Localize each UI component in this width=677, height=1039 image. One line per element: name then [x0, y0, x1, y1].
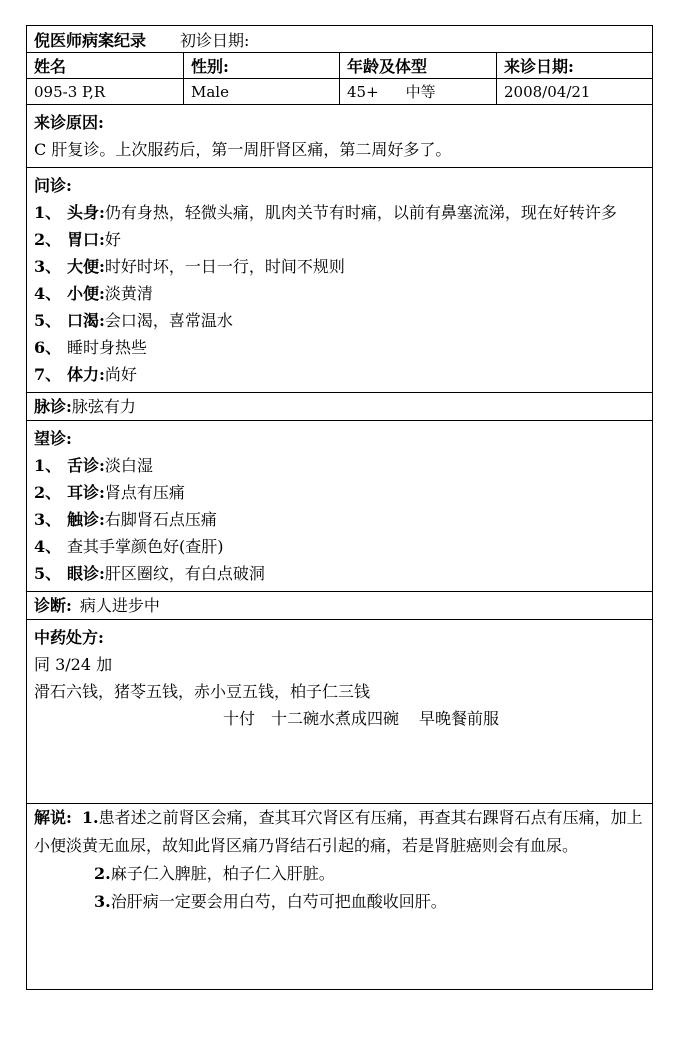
name-header: 姓名: [27, 53, 184, 78]
observation-item-text: 淡白湿: [104, 456, 153, 475]
explanation-paragraph-1: [34, 804, 645, 860]
inquiry-item-text: 好: [104, 230, 121, 249]
observation-section: [27, 421, 652, 592]
prescription-label: 中药处方:: [34, 628, 104, 647]
inquiry-item: [34, 280, 645, 307]
observation-item-num: 1、: [34, 456, 62, 475]
inquiry-item: [34, 253, 645, 280]
inquiry-item-num: 4、: [34, 284, 62, 303]
explanation-text: 治肝病一定要会用白芍，白芍可把血酸收回肝。: [110, 892, 447, 911]
observation-item: [34, 452, 645, 479]
observation-item-num: 2、: [34, 483, 62, 502]
explanation-num: 1.: [81, 808, 99, 827]
inquiry-item-num: 6、: [34, 338, 62, 357]
explanation-text: 麻子仁入脾脏，柏子仁入肝脏。: [110, 864, 335, 883]
explanation-section: [27, 804, 652, 989]
inquiry-item-num: 3、: [34, 257, 62, 276]
observation-item-text: 右脚肾石点压痛: [104, 510, 217, 529]
observation-item-num: 4、: [34, 537, 62, 556]
patient-table-values: [27, 79, 652, 105]
prescription-section: [27, 620, 652, 804]
first-visit-date-label: 初诊日期:: [180, 30, 250, 50]
age-build-header: 年龄及体型: [340, 53, 497, 78]
inquiry-item: [34, 199, 645, 226]
diagnosis-text: 病人进步中: [79, 596, 160, 615]
patient-name: 095-3 P,R: [27, 79, 184, 104]
inquiry-item-key: 头身:: [67, 203, 105, 222]
prescription-timing: 早晚餐前服: [419, 709, 500, 728]
inquiry-item-key: 胃口:: [67, 230, 105, 249]
explanation-text: 患者述之前肾区会痛，查其耳穴肾区有压痛，再查其右踝肾石点有压痛，加上小便淡黄无血尿，故知此肾区痛乃肾结石引起的痛，若是肾脏癌则会有血尿。: [34, 808, 643, 855]
inquiry-item-text: 仍有身热，轻微头痛，肌肉关节有时痛，以前有鼻塞流涕，现在好转许多: [104, 203, 617, 222]
inquiry-item-key: 小便:: [67, 284, 105, 303]
prescription-instructions: [34, 705, 645, 732]
visit-date-header: 来诊日期:: [504, 57, 574, 76]
inquiry-item-num: 1、: [34, 203, 62, 222]
pulse-label: 脉诊:: [34, 397, 72, 416]
inquiry-item: [34, 226, 645, 253]
inquiry-item-key: 大便:: [67, 257, 105, 276]
observation-item-key: 触诊:: [67, 510, 105, 529]
explanation-num: 3.: [94, 892, 111, 911]
explanation-paragraph-3: [34, 888, 645, 916]
inquiry-item-key: 口渴:: [67, 311, 105, 330]
observation-item: [34, 560, 645, 587]
inquiry-item: [34, 361, 645, 388]
inquiry-item-num: 7、: [34, 365, 62, 384]
observation-item-num: 5、: [34, 564, 62, 583]
patient-sex: Male: [184, 79, 340, 104]
observation-item: [34, 479, 645, 506]
observation-item-key: 眼诊:: [67, 564, 105, 583]
patient-table-header: [27, 53, 652, 79]
prescription-dose: 十付: [223, 709, 256, 728]
observation-item-num: 3、: [34, 510, 62, 529]
inquiry-item-text: 会口渴，喜常温水: [104, 311, 233, 330]
explanation-label: 解说:: [34, 808, 72, 827]
patient-age: 45+: [347, 82, 379, 101]
patient-visit-date: 2008/04/21: [504, 82, 591, 101]
inquiry-item: [34, 307, 645, 334]
observation-item-key: 舌诊:: [67, 456, 105, 475]
pulse-section: [27, 393, 652, 421]
diagnosis-section: [27, 592, 652, 620]
observation-item-key: 耳诊:: [67, 483, 105, 502]
observation-item-text: 肝区圈纹，有白点破洞: [104, 564, 265, 583]
inquiry-item: [34, 334, 645, 361]
observation-item-text: 查其手掌颜色好(查肝): [67, 537, 224, 556]
pulse-text: 脉弦有力: [71, 397, 136, 416]
patient-build: 中等: [405, 83, 436, 101]
inquiry-item-num: 2、: [34, 230, 62, 249]
observation-label: 望诊:: [34, 429, 72, 448]
inquiry-item-num: 5、: [34, 311, 62, 330]
inquiry-item-text: 尚好: [104, 365, 137, 384]
medical-record-sheet: [26, 25, 653, 990]
visit-reason-section: [27, 105, 652, 168]
observation-item: [34, 506, 645, 533]
record-title: 倪医师病案纪录: [34, 30, 147, 50]
inquiry-section: [27, 168, 652, 393]
observation-item-text: 肾点有压痛: [104, 483, 185, 502]
patient-age-build: [340, 79, 497, 104]
prescription-method: 十二碗水煮成四碗: [271, 709, 400, 728]
sex-header: 性别:: [184, 53, 340, 78]
explanation-num: 2.: [94, 864, 111, 883]
inquiry-item-text: 时好时坏，一日一行，时间不规则: [104, 257, 345, 276]
inquiry-label: 问诊:: [34, 176, 72, 195]
explanation-paragraph-2: [34, 860, 645, 888]
inquiry-item-key: 体力:: [67, 365, 105, 384]
prescription-base: 同 3/24 加: [34, 655, 113, 674]
prescription-herbs: 滑石六钱，猪苓五钱，赤小豆五钱，柏子仁三钱: [34, 682, 371, 701]
observation-item: [34, 533, 645, 560]
diagnosis-label: 诊断:: [34, 596, 72, 615]
visit-reason-text: C 肝复诊。上次服药后，第一周肝肾区痛，第二周好多了。: [34, 140, 452, 159]
visit-reason-label: 来诊原因:: [34, 113, 104, 132]
record-title-row: [27, 26, 652, 53]
inquiry-item-text: 睡时身热些: [67, 338, 148, 357]
inquiry-item-text: 淡黄清: [104, 284, 153, 303]
